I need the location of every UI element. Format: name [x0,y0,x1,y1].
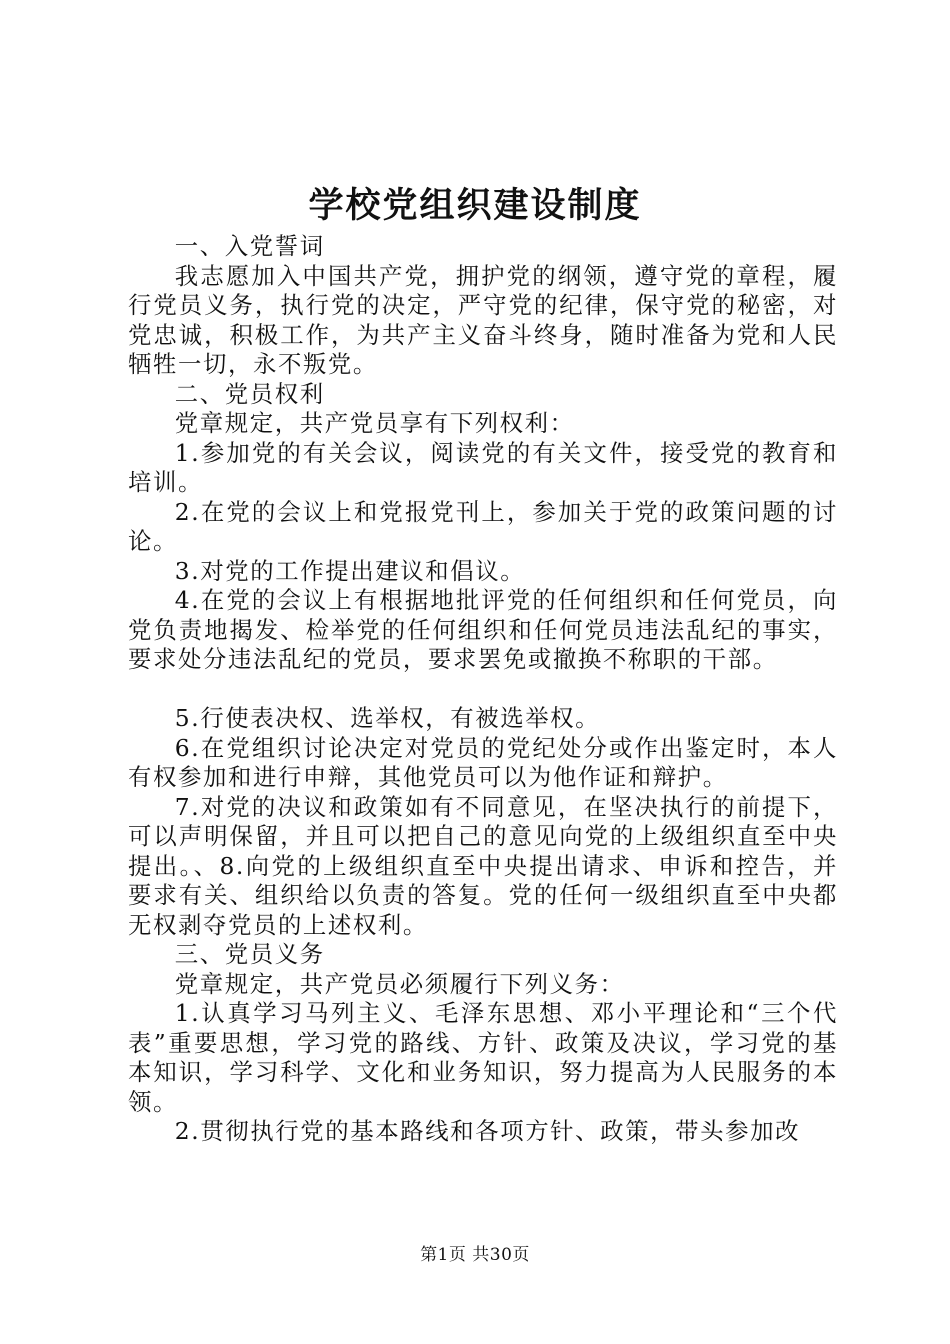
paragraph-right-6: 6.在党组织讨论决定对党员的党纪处分或作出鉴定时，本人有权参加和进行申辩，其他党员可以为他作证和辩护。 [128,733,838,791]
paragraph-duties-intro: 党章规定，共产党员必须履行下列义务： [174,969,625,998]
paragraph-duty-2: 2.贯彻执行党的基本路线和各项方针、政策，带头参加改 [174,1117,801,1145]
paragraph-rights-intro: 党章规定，共产党员享有下列权利： [174,409,575,437]
section-heading-rights: 二、党员权利 [174,379,325,408]
document-body [128,232,838,1147]
paragraph-right-4: 4.在党的会议上有根据地批评党的任何组织和任何党员，向党负责地揭发、检举党的任何组织和任何党员违法乱纪的事实，要求处分违法乱纪的党员，要求罢免或撤换不称职的干部。 [128,586,838,673]
page-footer: 第1页 共30页 [420,1245,530,1265]
paragraph-oath: 我志愿加入中国共产党，拥护党的纲领，遵守党的章程，履行党员义务，执行党的决定，严守党的纪律，保守党的秘密，对党忠诚，积极工作，为共产主义奋斗终身，随时准备为党和人民牺牲一切，永不叛党。 [128,261,838,378]
section-heading-duties: 三、党员义务 [174,940,325,968]
paragraph-right-2: 2.在党的会议上和党报党刊上，参加关于党的政策问题的讨论。 [128,497,838,555]
document-title: 学校党组织建设制度 [308,186,642,226]
paragraph-right-1: 1.参加党的有关会议，阅读党的有关文件，接受党的教育和培训。 [128,438,838,496]
section-heading-oath: 一、入党誓词 [174,232,325,260]
paragraph-duty-1: 1.认真学习马列主义、毛泽东思想、邓小平理论和“三个代表”重要思想，学习党的路线、方针、政策及决议，学习党的基本知识，学习科学、文化和业务知识，努力提高为人民服务的本领。 [128,999,838,1116]
paragraph-right-3: 3.对党的工作提出建议和倡议。 [174,556,526,585]
paragraph-right-7-8: 7.对党的决议和政策如有不同意见，在坚决执行的前提下，可以声明保留，并且可以把自己的意见向党的上级组织直至中央提出。、8.向党的上级组织直至中央提出请求、申诉和控告，并要求有关、组织给以负责的答复。党的任何一级组织直至中央都无权剥夺党员的上述权利。 [128,792,838,939]
paragraph-right-5: 5.行使表决权、选举权，有被选举权。 [174,704,601,732]
